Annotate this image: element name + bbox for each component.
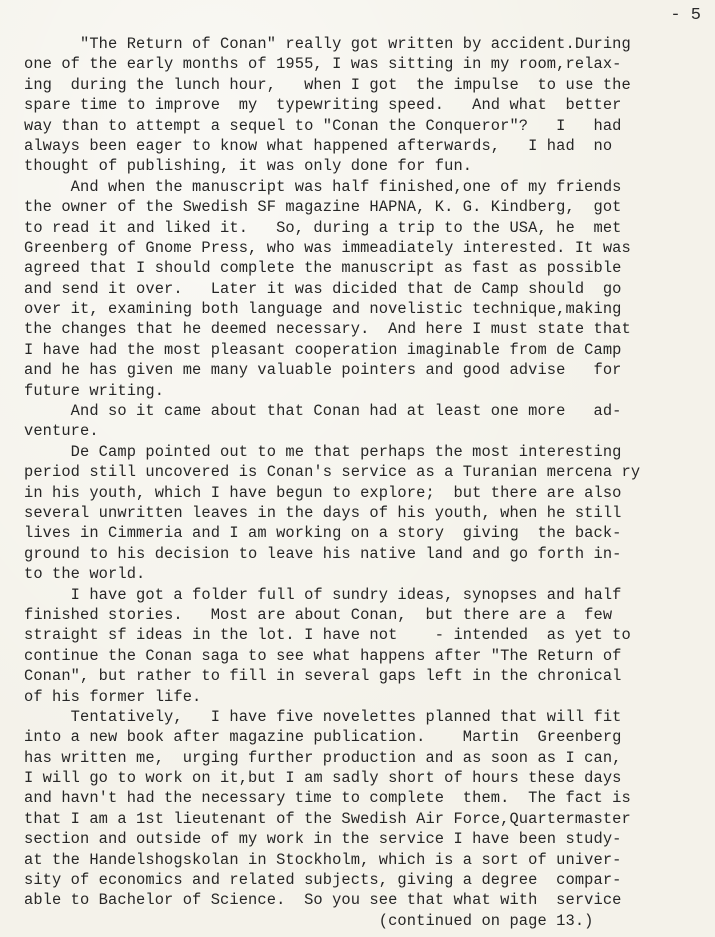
text-line: and send it over. Later it was dicided that de Camp should go bbox=[24, 279, 622, 298]
text-line: at the Handelshogskolan in Stockholm, which is a sort of univer- bbox=[24, 850, 622, 869]
text-line: Greenberg of Gnome Press, who was immeadiately interested. It was bbox=[24, 238, 631, 257]
text-line: able to Bachelor of Science. So you see that what with service bbox=[24, 891, 622, 910]
text-line: section and outside of my work in the service I have been study- bbox=[24, 830, 622, 849]
text-line: future writing. bbox=[24, 381, 165, 400]
text-line: I will go to work on it,but I am sadly short of hours these days bbox=[24, 769, 622, 788]
text-line: agreed that I should complete the manuscript as fast as possible bbox=[24, 259, 622, 278]
text-line: straight sf ideas in the lot. I have not - intended as yet to bbox=[24, 626, 631, 645]
text-line: the owner of the Swedish SF magazine HAPNA, K. G. Kindberg, got bbox=[24, 198, 622, 217]
text-line: I have got a folder full of sundry ideas, synopses and half bbox=[24, 585, 622, 604]
text-line: and havn't had the necessary time to complete them. The fact is bbox=[24, 789, 631, 808]
text-line: lives in Cimmeria and I am working on a story giving the back- bbox=[24, 524, 622, 543]
text-line: several unwritten leaves in the days of his youth, when he still bbox=[24, 503, 622, 522]
text-line: and he has given me many valuable pointers and good advise for bbox=[24, 361, 622, 380]
text-line: of his former life. bbox=[24, 687, 202, 706]
text-line: has written me, urging further production and as soon as I can, bbox=[24, 748, 622, 767]
text-line: Tentatively, I have five novelettes planned that will fit bbox=[24, 707, 622, 726]
body-text bbox=[24, 34, 696, 931]
text-line: spare time to improve my typewriting speed. And what better bbox=[24, 96, 622, 115]
text-line: to read it and liked it. So, during a trip to the USA, he met bbox=[24, 218, 622, 237]
text-line: finished stories. Most are about Conan, but there are a few bbox=[24, 605, 613, 624]
text-line: venture. bbox=[24, 422, 99, 441]
text-line: De Camp pointed out to me that perhaps the most interesting bbox=[24, 442, 622, 461]
text-line: one of the early months of 1955, I was sitting in my room,relax- bbox=[24, 55, 622, 74]
text-line: into a new book after magazine publication. Martin Greenberg bbox=[24, 728, 622, 747]
text-line: ground to his decision to leave his native land and go forth in- bbox=[24, 544, 622, 563]
text-line: always been eager to know what happened afterwards, I had no bbox=[24, 136, 613, 155]
text-line: to the world. bbox=[24, 565, 146, 584]
text-line: ing during the lunch hour, when I got the impulse to use the bbox=[24, 75, 631, 94]
text-line: continue the Conan saga to see what happens after "The Return of bbox=[24, 646, 622, 665]
text-line: Conan", but rather to fill in several gaps left in the chronical bbox=[24, 667, 622, 686]
text-line: And so it came about that Conan had at least one more ad- bbox=[24, 402, 622, 421]
text-line: And when the manuscript was half finished,one of my friends bbox=[24, 177, 622, 196]
text-line: way than to attempt a sequel to "Conan the Conqueror"? I had bbox=[24, 116, 622, 135]
text-line: over it, examining both language and novelistic technique,making bbox=[24, 300, 622, 319]
text-line: period still uncovered is Conan's service as a Turanian mercena ry bbox=[24, 463, 641, 482]
text-line: (continued on page 13.) bbox=[24, 911, 594, 930]
text-line: "The Return of Conan" really got written by accident.During bbox=[24, 35, 631, 53]
text-line: thought of publishing, it was only done for fun. bbox=[24, 157, 473, 176]
text-line: the changes that he deemed necessary. And here I must state that bbox=[24, 320, 631, 339]
text-line: in his youth, which I have begun to explore; but there are also bbox=[24, 483, 622, 502]
page-number: - 5 bbox=[670, 6, 701, 25]
text-line: I have had the most pleasant cooperation imaginable from de Camp bbox=[24, 340, 622, 359]
text-line: sity of economics and related subjects, giving a degree compar- bbox=[24, 871, 622, 890]
text-line: that I am a 1st lieutenant of the Swedish Air Force,Quartermaster bbox=[24, 809, 631, 828]
